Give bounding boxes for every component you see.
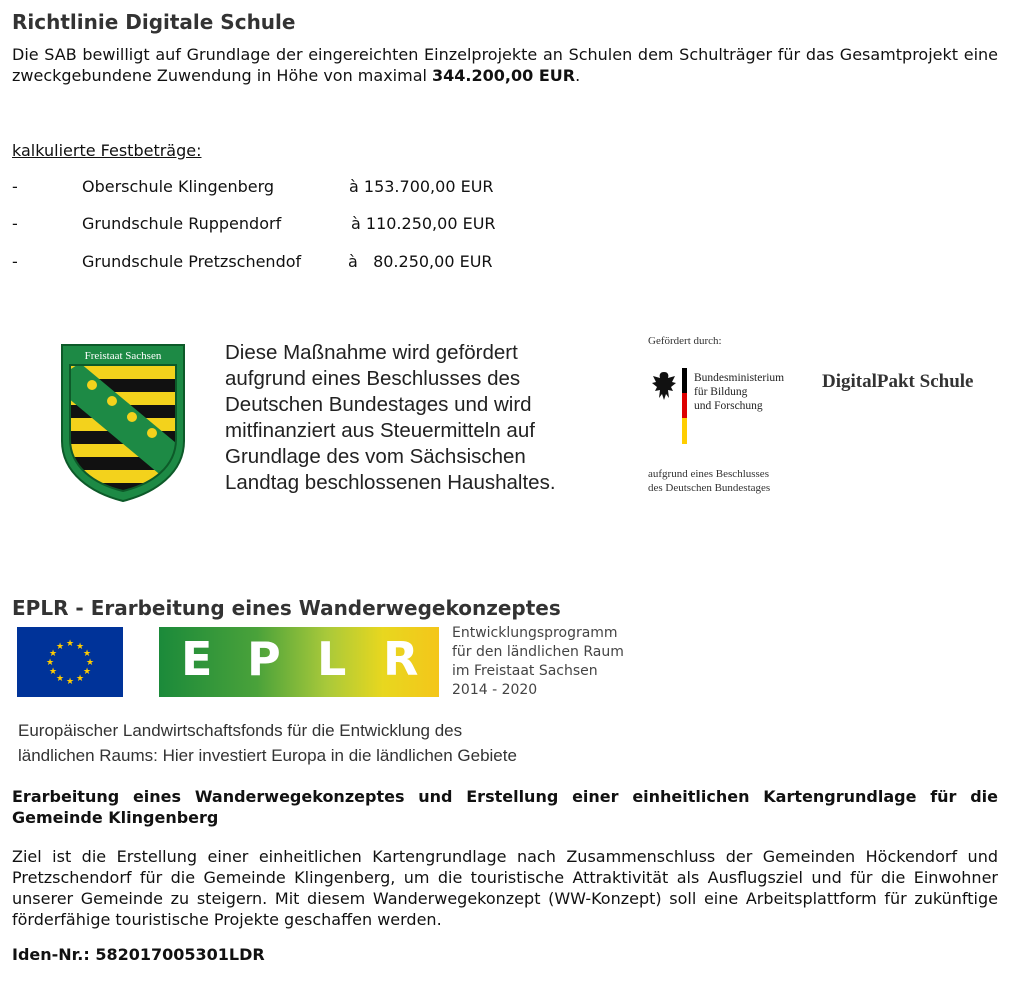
bmbf-name xyxy=(694,371,784,413)
section-title-eplr: EPLR - Erarbeitung eines Wanderwegekonzeptes xyxy=(12,596,561,620)
intro-end: . xyxy=(575,66,581,85)
svg-text:★: ★ xyxy=(75,642,85,652)
eu-text-line: Europäischer Landwirtschaftsfonds für die Entwicklung des xyxy=(18,721,463,740)
svg-text:Freistaat Sachsen: Freistaat Sachsen xyxy=(84,350,162,362)
notice-line: aufgrund eines Beschlusses des xyxy=(225,367,521,390)
saxony-coat-of-arms xyxy=(60,343,186,503)
notice-line: Diese Maßnahme wird gefördert xyxy=(225,341,518,364)
eplr-letter: E xyxy=(181,632,213,686)
school-name: Oberschule Klingenberg xyxy=(82,177,275,196)
funding-notice xyxy=(225,340,625,496)
eu-fund-text xyxy=(18,718,517,768)
svg-text:★: ★ xyxy=(55,642,65,652)
intro-text: Die SAB bewilligt auf Grundlage der eingereichten Einzelprojekte an Schulen dem Schulträger für das Gesamtprojekt eine zweckgebundene Zuwendung in Höhe von maximal xyxy=(12,45,998,85)
svg-text:★: ★ xyxy=(65,639,75,649)
svg-text:★: ★ xyxy=(45,658,55,668)
intro-amount: 344.200,00 EUR xyxy=(432,66,576,85)
notice-line: mitfinanziert aus Steuermitteln auf xyxy=(225,419,535,442)
coat-of-arms-label xyxy=(67,348,179,362)
eu-text-line: ländlichen Raums: Hier investiert Europa in die ländlichen Gebiete xyxy=(18,746,517,765)
svg-text:★: ★ xyxy=(48,667,58,677)
school-name: Grundschule Pretzschendof xyxy=(82,252,302,271)
list-dash: - xyxy=(12,214,18,233)
school-amount: à 110.250,00 EUR xyxy=(351,214,496,233)
eplr-text-line: 2014 - 2020 xyxy=(452,682,538,698)
bmbf-footer-line: des Deutschen Bundestages xyxy=(648,482,771,494)
bmbf-line: für Bildung xyxy=(694,386,748,398)
list-item xyxy=(12,252,612,272)
festbetraege-label: kalkulierte Festbeträge: xyxy=(12,141,202,160)
svg-text:★: ★ xyxy=(82,649,92,659)
eplr-text-line: für den ländlichen Raum xyxy=(452,644,624,660)
list-item xyxy=(12,177,612,197)
eplr-letter: P xyxy=(247,632,281,686)
gefoerdert-durch-label: Gefördert durch: xyxy=(648,335,722,347)
svg-text:★: ★ xyxy=(65,677,75,687)
notice-line: Deutschen Bundestages und wird xyxy=(225,393,532,416)
flag-black-bar xyxy=(682,368,687,393)
notice-line: Landtag beschlossenen Haushaltes. xyxy=(225,471,556,494)
section-title-digitale-schule: Richtlinie Digitale Schule xyxy=(12,10,296,34)
notice-line: Grundlage des vom Sächsischen xyxy=(225,445,526,468)
bmbf-line: Bundesministerium xyxy=(694,372,785,384)
school-amount: à 153.700,00 EUR xyxy=(349,177,494,196)
project-title: Erarbeitung eines Wanderwegekonzeptes und Erstellung einer einheitlichen Kartengrundlage für die Gemeinde Klingenberg xyxy=(12,787,998,827)
list-dash: - xyxy=(12,252,18,271)
flag-gold-bar xyxy=(682,418,687,444)
school-name: Grundschule Ruppendorf xyxy=(82,214,282,233)
eplr-logo xyxy=(159,627,439,697)
svg-text:★: ★ xyxy=(85,658,95,668)
project-description: Ziel ist die Erstellung einer einheitlichen Kartengrundlage nach Zusammenschluss der Gemeinden Höckendorf und Pretzschendorf für die Gemeinde Klingenberg, um die touristische Attraktivität als Ausflugsziel und für die Einwohner unserer Gemeinde zu steigern. Mit diesem Wanderwegekonzept (WW-Konzept) soll eine Arbeitsplattform für zukünftige förderfähige touristische Projekte geschaffen werden. xyxy=(12,847,998,929)
svg-text:★: ★ xyxy=(55,674,65,684)
school-amount: à 80.250,00 EUR xyxy=(348,252,493,271)
iden-number: Iden-Nr.: 582017005301LDR xyxy=(12,945,265,964)
eplr-letter: R xyxy=(383,632,419,686)
federal-eagle-icon xyxy=(650,370,678,402)
svg-text:★: ★ xyxy=(82,667,92,677)
bmbf-footer xyxy=(648,467,770,495)
bmbf-line: und Forschung xyxy=(694,400,763,412)
svg-text:★: ★ xyxy=(48,649,58,659)
eplr-text-line: im Freistaat Sachsen xyxy=(452,663,598,679)
intro-paragraph xyxy=(12,44,998,86)
svg-text:★: ★ xyxy=(75,674,85,684)
eu-flag-icon xyxy=(17,627,123,697)
digitalpakt-logo-text: DigitalPakt Schule xyxy=(822,371,974,392)
eplr-program-text xyxy=(452,624,624,700)
bmbf-footer-line: aufgrund eines Beschlusses xyxy=(648,468,769,480)
eplr-letter: L xyxy=(317,632,347,686)
flag-red-bar xyxy=(682,393,687,418)
list-item xyxy=(12,214,612,234)
eplr-text-line: Entwicklungsprogramm xyxy=(452,625,618,641)
list-dash: - xyxy=(12,177,18,196)
